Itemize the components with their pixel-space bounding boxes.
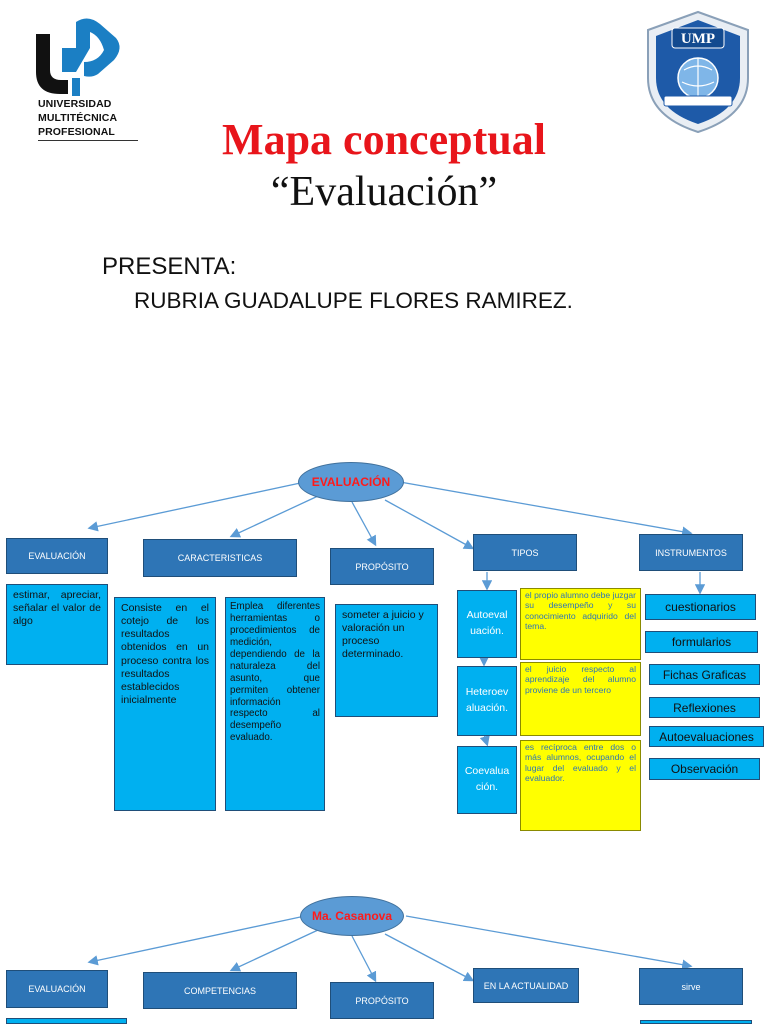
presenta-label: PRESENTA: bbox=[102, 253, 237, 280]
map1-instrumento-4: Reflexiones bbox=[649, 697, 760, 718]
connector2-eval bbox=[90, 916, 305, 962]
map1-tipo-coevaluacion: Coevalua ción. bbox=[457, 746, 517, 814]
logo-line-3: PROFESIONAL bbox=[38, 126, 115, 138]
map1-tipo-autoevaluacion-desc: el propio alumno debe juzgar su desempeño y su conocimiento adquirido del tema. bbox=[520, 588, 641, 660]
map2-root-node: Ma. Casanova bbox=[300, 896, 404, 936]
connector-caract bbox=[232, 496, 318, 536]
map2-header-evaluacion: EVALUACIÓN bbox=[6, 970, 108, 1008]
map2-header-actualidad: EN LA ACTUALIDAD bbox=[473, 968, 579, 1003]
map1-instrumentos-header: INSTRUMENTOS bbox=[639, 534, 743, 571]
up-logo-icon bbox=[28, 14, 128, 100]
map1-caracteristicas-text-2: Emplea diferentes herramientas o procedimientos de medición, dependiendo de la naturaleza del asunto, que permiten obtener información respecto al desempeño evaluado. bbox=[225, 597, 325, 811]
logo-line-1: UNIVERSIDAD bbox=[38, 98, 112, 110]
map2-box-partial-2 bbox=[640, 1020, 752, 1024]
logo-line-2: MULTITÉCNICA bbox=[38, 112, 118, 124]
connector-eval bbox=[90, 482, 305, 528]
map2-box-partial-1 bbox=[6, 1018, 127, 1024]
connector2-proposito bbox=[352, 936, 375, 980]
connector2-comp bbox=[232, 930, 318, 970]
map2-header-proposito: PROPÓSITO bbox=[330, 982, 434, 1019]
page-subtitle: “Evaluación” bbox=[270, 169, 498, 215]
map1-tipo-autoevaluacion: Autoeval uación. bbox=[457, 590, 517, 658]
map1-caracteristicas-text-1: Consiste en el cotejo de los resultados obtenidos en un proceso contra los resultados establecidos inicialmente bbox=[114, 597, 216, 811]
connector2-actualidad bbox=[385, 934, 472, 980]
connector-instrumentos bbox=[400, 482, 690, 533]
map1-caracteristicas-header: CARACTERISTICAS bbox=[143, 539, 297, 577]
map1-instrumento-6: Observación bbox=[649, 758, 760, 780]
map1-instrumento-3: Fichas Graficas bbox=[649, 664, 760, 685]
map2-header-competencias: COMPETENCIAS bbox=[143, 972, 297, 1009]
map1-proposito-text: someter a juicio y valoración un proceso determinado. bbox=[335, 604, 438, 717]
map1-evaluacion-text: estimar, apreciar, señalar el valor de algo bbox=[6, 584, 108, 665]
connector-tipos bbox=[385, 500, 472, 548]
map1-instrumento-2: formularios bbox=[645, 631, 758, 653]
map1-root-node: EVALUACIÓN bbox=[298, 462, 404, 502]
map1-tipo-heteroevaluacion-desc: el juicio respecto al aprendizaje del alumno proviene de un tercero bbox=[520, 662, 641, 736]
author-name: RUBRIA GUADALUPE FLORES RAMIREZ. bbox=[134, 288, 573, 313]
page-title: Mapa conceptual bbox=[222, 115, 546, 164]
connector-proposito bbox=[352, 502, 375, 544]
map1-instrumento-1: cuestionarios bbox=[645, 594, 756, 620]
ump-crest-text: UMP bbox=[680, 31, 716, 47]
map2-header-sirve: sirve bbox=[639, 968, 743, 1005]
map1-tipo-heteroevaluacion: Heteroev aluación. bbox=[457, 666, 517, 736]
map1-evaluacion-header: EVALUACIÓN bbox=[6, 538, 108, 574]
connector2-sirve bbox=[406, 916, 690, 966]
map1-tipo-coevaluacion-desc: es recíproca entre dos o más alumnos, ocupando el lugar del evaluado y el evaluador. bbox=[520, 740, 641, 831]
map1-tipos-header: TIPOS bbox=[473, 534, 577, 571]
map1-instrumento-5: Autoevaluaciones bbox=[649, 726, 764, 747]
map1-proposito-header: PROPÓSITO bbox=[330, 548, 434, 585]
